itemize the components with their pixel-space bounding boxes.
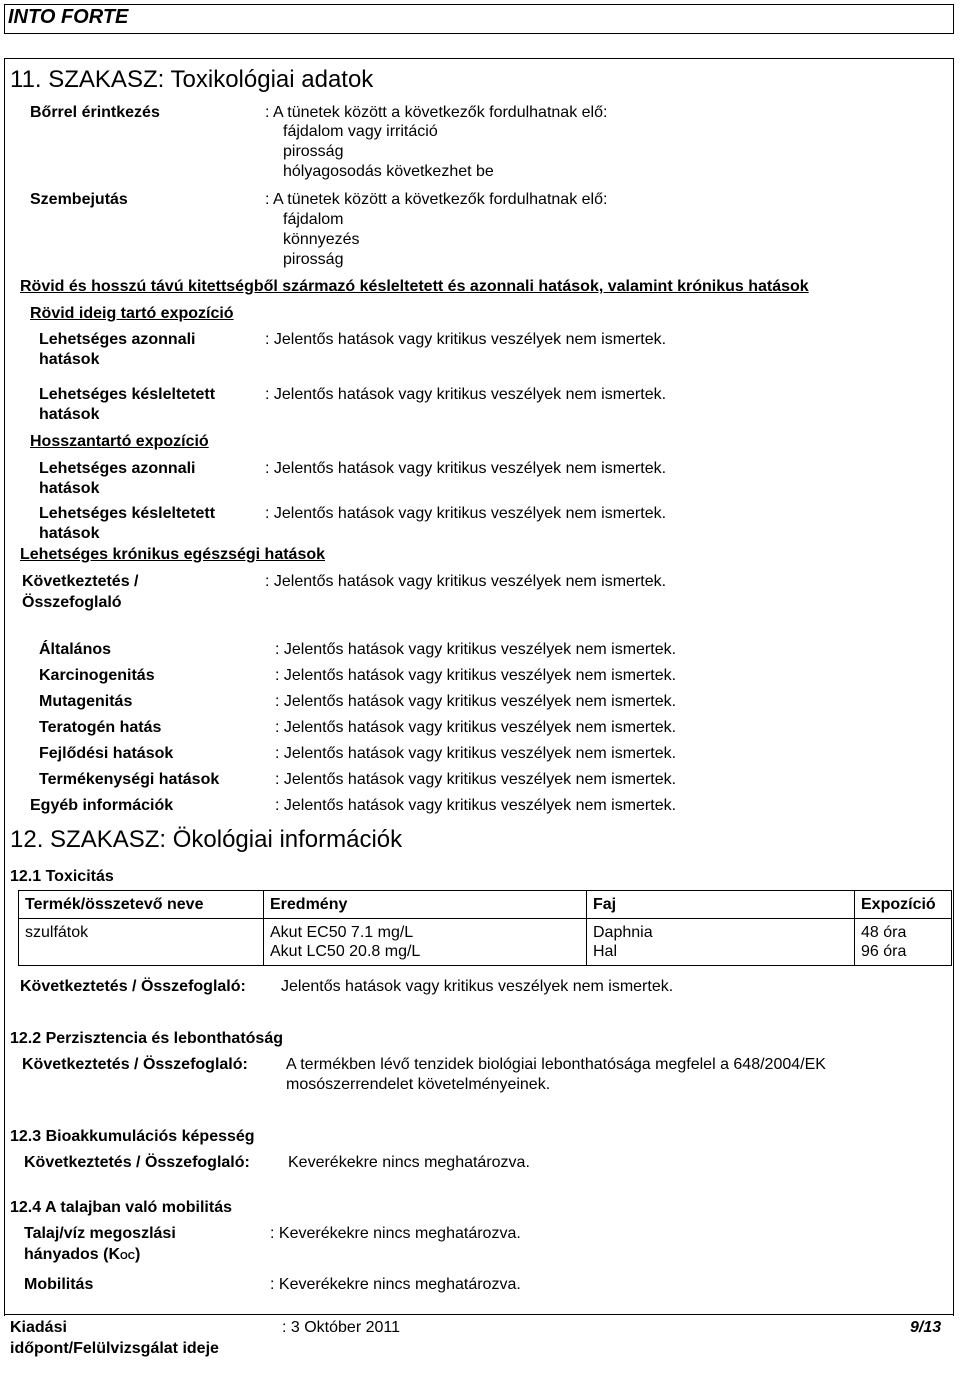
document-title: INTO FORTE: [8, 6, 129, 28]
long-immediate-label-1: Lehetséges azonnali: [39, 460, 196, 477]
short-exposure-heading: Rövid ideig tartó expozíció: [30, 305, 234, 322]
other-info-label: Egyéb információk: [30, 797, 174, 814]
chronic-effects-heading: Lehetséges krónikus egészségi hatások: [20, 546, 326, 563]
developmental-value: : Jelentős hatások vagy kritikus veszélyek nem ismertek.: [275, 745, 677, 762]
result-2: Akut LC50 20.8 mg/L: [270, 943, 421, 960]
general-value: : Jelentős hatások vagy kritikus veszélyek nem ismertek.: [275, 641, 677, 658]
footer-label-2: időpont/Felülvizsgálat ideje: [10, 1340, 219, 1357]
table-header-row: [19, 891, 952, 919]
carcinogenicity-label: Karcinogenitás: [39, 667, 155, 684]
general-label: Általános: [39, 641, 112, 658]
long-exposure-heading: Hosszantartó expozíció: [30, 433, 209, 450]
tox-conclusion-value: Jelentős hatások vagy kritikus veszélyek nem ismertek.: [281, 978, 674, 995]
partition-value: : Keverékekre nincs meghatározva.: [270, 1225, 521, 1242]
soil-mobility-heading: 12.4 A talajban való mobilitás: [10, 1199, 232, 1216]
other-info-value: : Jelentős hatások vagy kritikus veszélyek nem ismertek.: [275, 797, 677, 814]
footer-divider: [4, 1314, 954, 1315]
ingest-line-3: könnyezés: [283, 231, 360, 248]
table-header-product: Termék/összetevő neve: [19, 891, 264, 919]
table-header-result: Eredmény: [264, 891, 587, 919]
partition-label-1: Talaj/víz megoszlási: [24, 1225, 176, 1242]
long-delayed-label-1: Lehetséges késleltetett: [39, 505, 216, 522]
skin-line-2: fájdalom vagy irritáció: [283, 123, 438, 140]
exposure-2: 96 óra: [861, 943, 907, 960]
toxicity-table: [18, 890, 952, 966]
table-cell-result: [264, 919, 587, 966]
long-immediate-value: : Jelentős hatások vagy kritikus veszélyek nem ismertek.: [265, 460, 667, 477]
skin-contact-label: Bőrrel érintkezés: [30, 104, 160, 121]
species-2: Hal: [593, 943, 618, 960]
footer-date: : 3 Október 2011: [282, 1319, 400, 1336]
skin-line-3: pirosság: [283, 143, 344, 160]
long-delayed-label-2: hatások: [39, 525, 100, 542]
short-immediate-label-1: Lehetséges azonnali: [39, 331, 196, 348]
short-immediate-value: : Jelentős hatások vagy kritikus veszélyek nem ismertek.: [265, 331, 667, 348]
footer-label-1: Kiadási: [10, 1319, 67, 1336]
persistence-value-2: mosószerrendelet követelményeinek.: [286, 1076, 551, 1093]
ingestion-label: Szembejutás: [30, 191, 128, 208]
mutagenicity-value: : Jelentős hatások vagy kritikus veszélyek nem ismertek.: [275, 693, 677, 710]
mutagenicity-label: Mutagenitás: [39, 693, 133, 710]
ingest-line-2: fájdalom: [283, 211, 344, 228]
conclusion-label-2: Összefoglaló: [22, 594, 122, 611]
bioaccumulation-value: Keverékekre nincs meghatározva.: [288, 1154, 530, 1171]
ingest-line-1: : A tünetek között a következők fordulhatnak elő:: [265, 191, 608, 208]
ingest-line-4: pirosság: [283, 251, 344, 268]
short-immediate-label-2: hatások: [39, 351, 100, 368]
tox-conclusion-label: Következtetés / Összefoglaló:: [20, 978, 246, 995]
bioaccumulation-heading: 12.3 Bioakkumulációs képesség: [10, 1128, 255, 1145]
section-11-title: 11. SZAKASZ: Toxikológiai adatok: [10, 66, 374, 93]
table-row: [19, 919, 952, 966]
persistence-label: Következtetés / Összefoglaló:: [22, 1056, 248, 1073]
delayed-effects-heading: Rövid és hosszú távú kitettségből származó késleltetett és azonnali hatások, valamint krónikus hatások: [20, 278, 809, 295]
table-cell-product: szulfátok: [19, 919, 264, 966]
persistence-heading: 12.2 Perzisztencia és lebonthatóság: [10, 1030, 283, 1047]
table-header-exposure: Expozíció: [855, 891, 952, 919]
page-number: 9/13: [910, 1319, 942, 1336]
toxicity-heading: 12.1 Toxicitás: [10, 868, 114, 885]
mobility-label: Mobilitás: [24, 1276, 94, 1293]
teratogenicity-value: : Jelentős hatások vagy kritikus veszélyek nem ismertek.: [275, 719, 677, 736]
table-cell-exposure: [855, 919, 952, 966]
long-immediate-label-2: hatások: [39, 480, 100, 497]
table-header-species: Faj: [587, 891, 855, 919]
partition-label-2: hányados (KOC): [24, 1246, 141, 1263]
fertility-label: Termékenységi hatások: [39, 771, 220, 788]
species-1: Daphnia: [593, 924, 653, 941]
skin-line-1: : A tünetek között a következők fordulhatnak elő:: [265, 104, 608, 121]
conclusion-value: : Jelentős hatások vagy kritikus veszélyek nem ismertek.: [265, 573, 667, 590]
carcinogenicity-value: : Jelentős hatások vagy kritikus veszélyek nem ismertek.: [275, 667, 677, 684]
table-cell-species: [587, 919, 855, 966]
exposure-1: 48 óra: [861, 924, 907, 941]
mobility-value: : Keverékekre nincs meghatározva.: [270, 1276, 521, 1293]
bioaccumulation-label: Következtetés / Összefoglaló:: [24, 1154, 250, 1171]
skin-line-4: hólyagosodás következhet be: [283, 163, 494, 180]
result-1: Akut EC50 7.1 mg/L: [270, 924, 414, 941]
fertility-value: : Jelentős hatások vagy kritikus veszélyek nem ismertek.: [275, 771, 677, 788]
section-12-title: 12. SZAKASZ: Ökológiai információk: [10, 826, 403, 853]
conclusion-label-1: Következtetés /: [22, 573, 139, 590]
header-box: [4, 4, 954, 34]
short-delayed-value: : Jelentős hatások vagy kritikus veszélyek nem ismertek.: [265, 386, 667, 403]
developmental-label: Fejlődési hatások: [39, 745, 174, 762]
short-delayed-label-1: Lehetséges késleltetett: [39, 386, 216, 403]
persistence-value-1: A termékben lévő tenzidek biológiai lebonthatósága megfelel a 648/2004/EK: [286, 1056, 826, 1073]
teratogenicity-label: Teratogén hatás: [39, 719, 162, 736]
short-delayed-label-2: hatások: [39, 406, 100, 423]
long-delayed-value: : Jelentős hatások vagy kritikus veszélyek nem ismertek.: [265, 505, 667, 522]
